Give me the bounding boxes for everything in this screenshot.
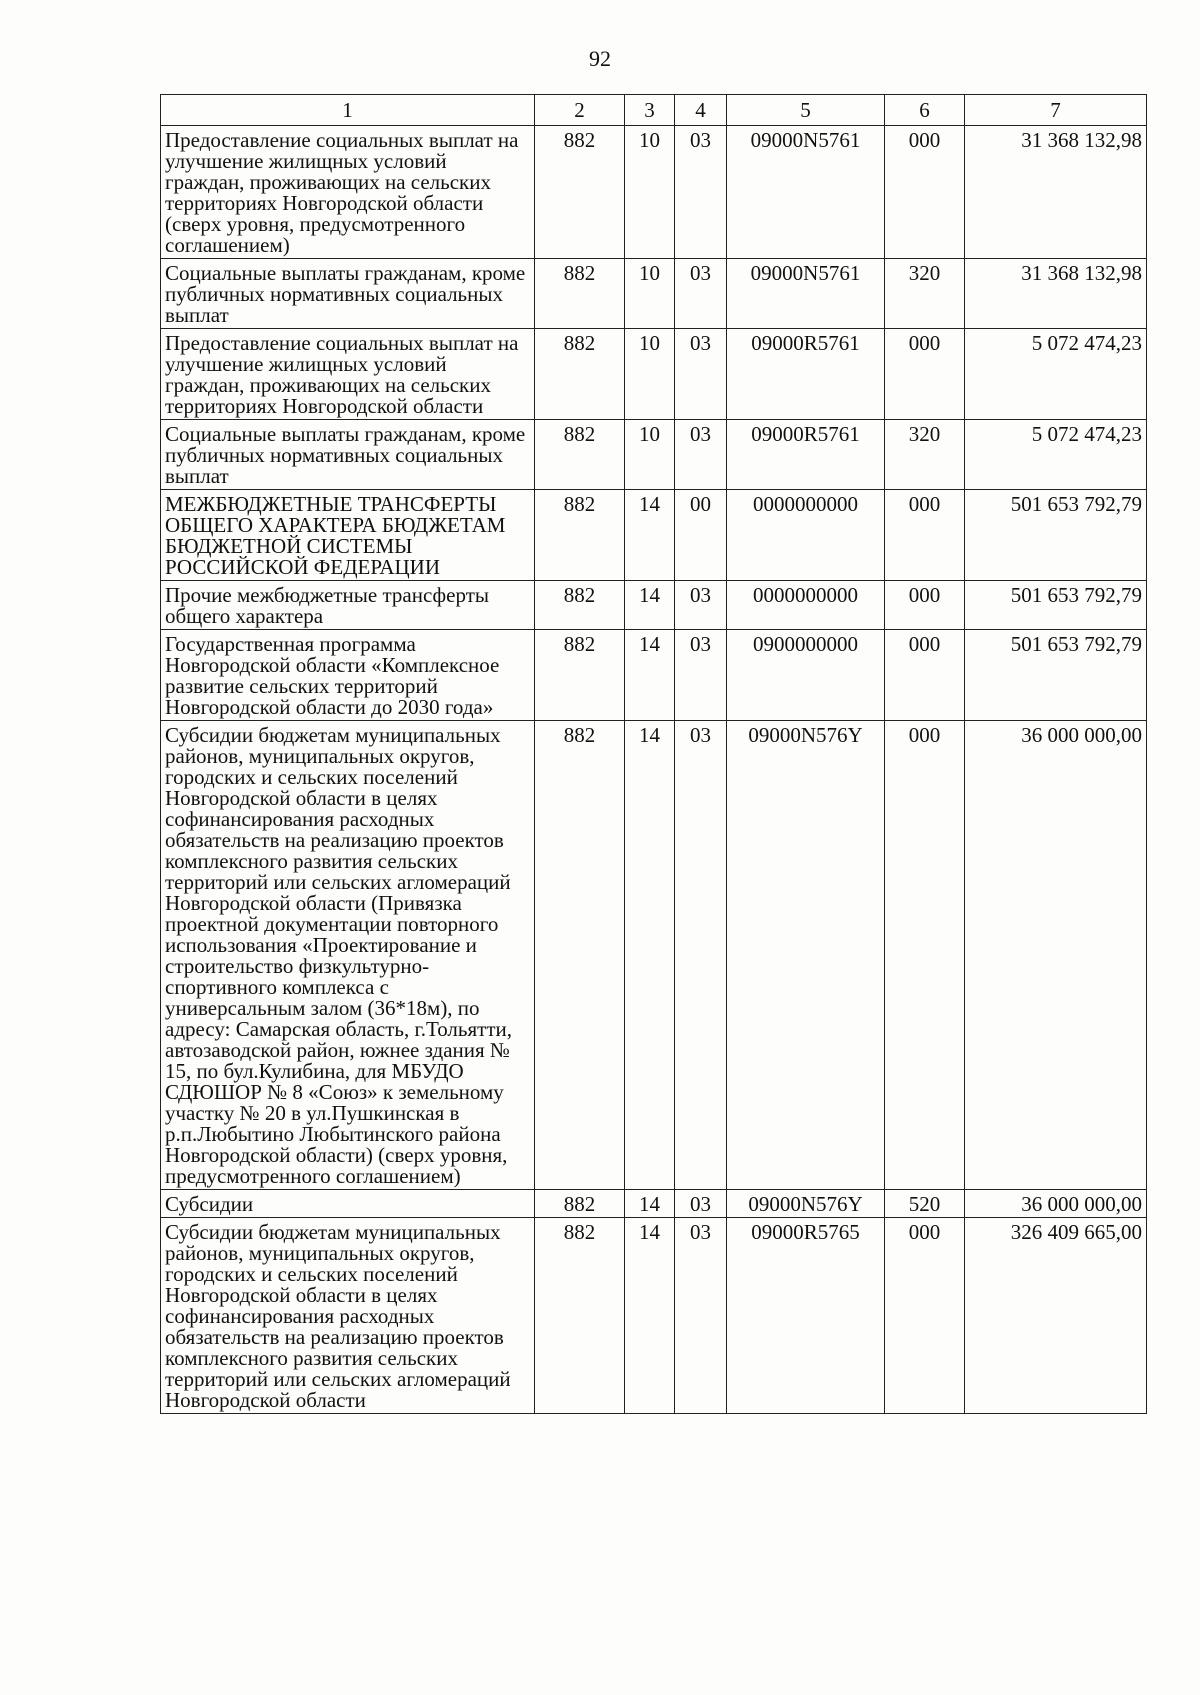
row-target-article: 09000N5761 (727, 126, 885, 259)
row-subsection: 03 (675, 420, 727, 490)
row-section: 10 (625, 420, 675, 490)
row-name: Субсидии (161, 1190, 535, 1218)
row-admin-code: 882 (535, 1218, 625, 1414)
row-amount: 31 368 132,98 (965, 126, 1147, 259)
row-name: Предоставление социальных выплат на улучшение жилищных условий граждан, проживающих на сельских территориях Новгородской области (сверх уровня, предусмотренного соглашением) (161, 126, 535, 259)
header-cell: 3 (625, 95, 675, 126)
row-admin-code: 882 (535, 259, 625, 329)
budget-table (160, 94, 1147, 1414)
row-subsection: 03 (675, 126, 727, 259)
row-name: Субсидии бюджетам муниципальных районов, муниципальных округов, городских и сельских поселений Новгородской области в целях софинансирования расходных обязательств на реализацию проектов комплексного развития сельских территорий или сельских агломераций Новгородской области (Привязка проектной документации повторного использования «Проектирование и строительство физкультурно- спортивного комплекса с универсальным залом (36*18м), по адресу: Самарская область, г.Тольятти, автозаводской район, южнее здания № 15, по бул.Кулибина, для МБУДО СДЮШОР № 8 «Союз» к земельному участку № 20 в ул.Пушкинская в р.п.Любытино Любытинского района Новгородской области) (сверх уровня, предусмотренного соглашением) (161, 721, 535, 1190)
table-row (161, 721, 1147, 1190)
row-target-article: 09000N5761 (727, 259, 885, 329)
row-name: Субсидии бюджетам муниципальных районов, муниципальных округов, городских и сельских поселений Новгородской области в целях софинансирования расходных обязательств на реализацию проектов комплексного развития сельских территорий или сельских агломераций Новгородской области (161, 1218, 535, 1414)
table-row (161, 581, 1147, 630)
page-number: 92 (589, 46, 611, 71)
row-section: 14 (625, 490, 675, 581)
header-cell: 5 (727, 95, 885, 126)
row-admin-code: 882 (535, 630, 625, 721)
row-subsection: 03 (675, 1218, 727, 1414)
row-target-article: 0900000000 (727, 630, 885, 721)
row-admin-code: 882 (535, 581, 625, 630)
row-subsection: 03 (675, 1190, 727, 1218)
row-section: 10 (625, 329, 675, 420)
row-name: Социальные выплаты гражданам, кроме публичных нормативных социальных выплат (161, 420, 535, 490)
row-amount: 5 072 474,23 (965, 420, 1147, 490)
row-section: 14 (625, 630, 675, 721)
row-expense-type: 520 (885, 1190, 965, 1218)
row-subsection: 03 (675, 630, 727, 721)
row-admin-code: 882 (535, 490, 625, 581)
header-cell: 4 (675, 95, 727, 126)
header-cell: 7 (965, 95, 1147, 126)
row-amount: 326 409 665,00 (965, 1218, 1147, 1414)
row-target-article: 09000R5765 (727, 1218, 885, 1414)
row-target-article: 09000R5761 (727, 420, 885, 490)
row-amount: 5 072 474,23 (965, 329, 1147, 420)
row-target-article: 09000N576Y (727, 721, 885, 1190)
row-expense-type: 000 (885, 721, 965, 1190)
row-subsection: 00 (675, 490, 727, 581)
row-target-article: 0000000000 (727, 490, 885, 581)
row-subsection: 03 (675, 581, 727, 630)
table-row (161, 420, 1147, 490)
row-amount: 31 368 132,98 (965, 259, 1147, 329)
table-row (161, 329, 1147, 420)
row-amount: 501 653 792,79 (965, 581, 1147, 630)
table-row (161, 1218, 1147, 1414)
row-section: 10 (625, 259, 675, 329)
header-cell: 1 (161, 95, 535, 126)
row-section: 14 (625, 1218, 675, 1414)
row-name: Прочие межбюджетные трансферты общего характера (161, 581, 535, 630)
header-row (161, 95, 1147, 126)
row-target-article: 09000N576Y (727, 1190, 885, 1218)
row-amount: 36 000 000,00 (965, 721, 1147, 1190)
row-section: 14 (625, 1190, 675, 1218)
row-name: МЕЖБЮДЖЕТНЫЕ ТРАНСФЕРТЫ ОБЩЕГО ХАРАКТЕРА БЮДЖЕТАМ БЮДЖЕТНОЙ СИСТЕМЫ РОССИЙСКОЙ ФЕДЕРАЦИИ (161, 490, 535, 581)
row-admin-code: 882 (535, 329, 625, 420)
row-section: 10 (625, 126, 675, 259)
row-name: Государственная программа Новгородской области «Комплексное развитие сельских территорий Новгородской области до 2030 года» (161, 630, 535, 721)
row-expense-type: 000 (885, 1218, 965, 1414)
row-amount: 36 000 000,00 (965, 1190, 1147, 1218)
table-row (161, 259, 1147, 329)
table-row (161, 126, 1147, 259)
table-row (161, 1190, 1147, 1218)
row-admin-code: 882 (535, 721, 625, 1190)
row-admin-code: 882 (535, 126, 625, 259)
table-row (161, 630, 1147, 721)
row-section: 14 (625, 721, 675, 1190)
row-expense-type: 320 (885, 420, 965, 490)
row-expense-type: 000 (885, 630, 965, 721)
row-name: Предоставление социальных выплат на улучшение жилищных условий граждан, проживающих на сельских территориях Новгородской области (161, 329, 535, 420)
table-row (161, 490, 1147, 581)
row-amount: 501 653 792,79 (965, 490, 1147, 581)
header-cell: 2 (535, 95, 625, 126)
row-expense-type: 000 (885, 126, 965, 259)
row-target-article: 0000000000 (727, 581, 885, 630)
header-cell: 6 (885, 95, 965, 126)
row-target-article: 09000R5761 (727, 329, 885, 420)
row-expense-type: 000 (885, 490, 965, 581)
row-subsection: 03 (675, 721, 727, 1190)
row-expense-type: 000 (885, 581, 965, 630)
row-expense-type: 000 (885, 329, 965, 420)
row-admin-code: 882 (535, 1190, 625, 1218)
row-name: Социальные выплаты гражданам, кроме публичных нормативных социальных выплат (161, 259, 535, 329)
row-subsection: 03 (675, 259, 727, 329)
row-subsection: 03 (675, 329, 727, 420)
row-amount: 501 653 792,79 (965, 630, 1147, 721)
row-admin-code: 882 (535, 420, 625, 490)
row-section: 14 (625, 581, 675, 630)
row-expense-type: 320 (885, 259, 965, 329)
